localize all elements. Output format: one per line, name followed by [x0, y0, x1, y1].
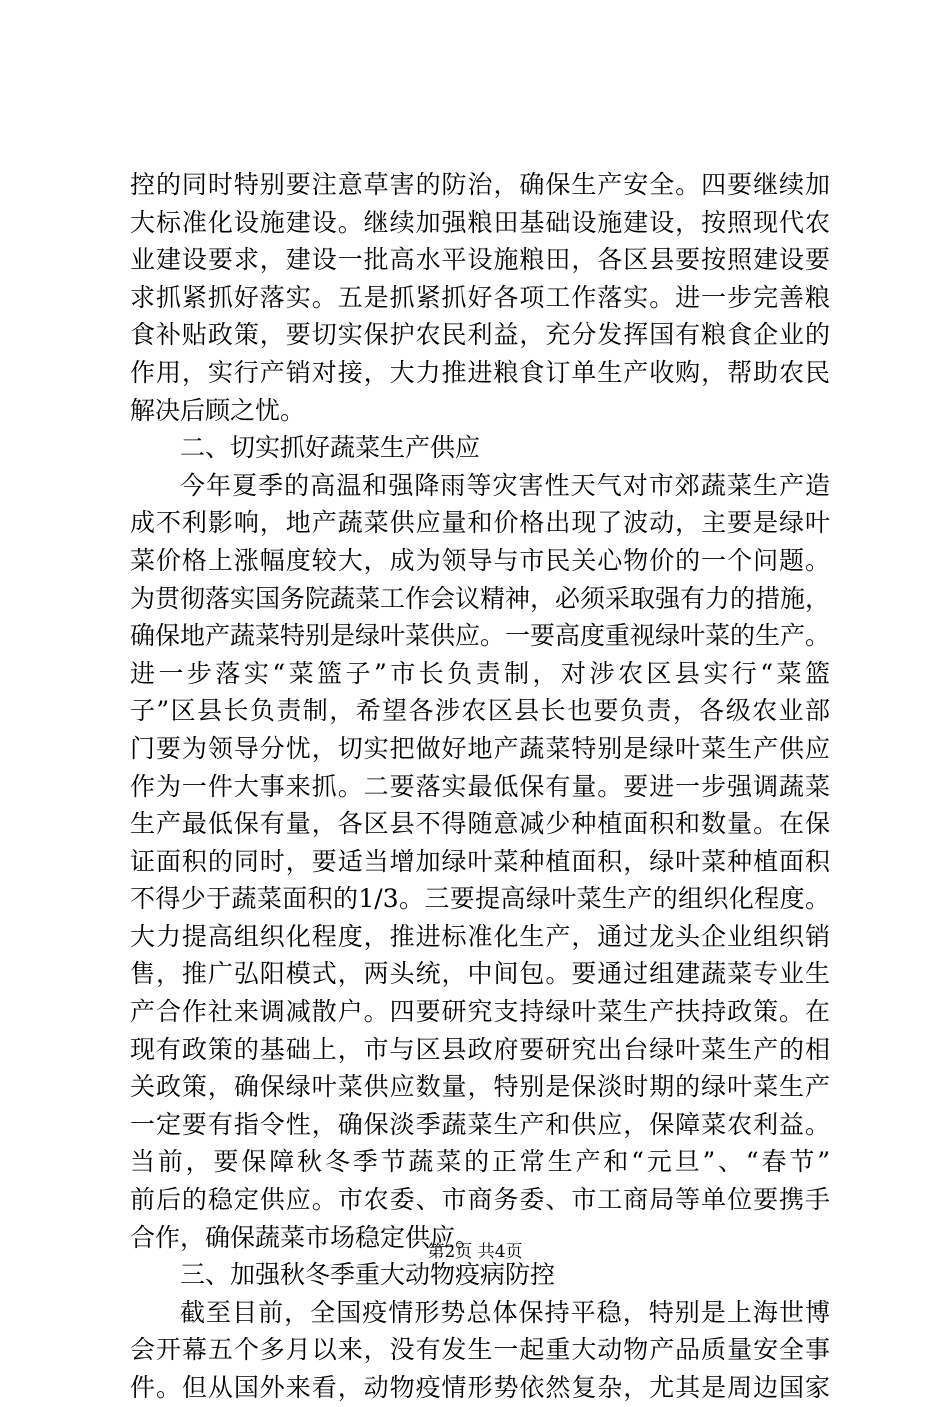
body-line: 为贯彻落实国务院蔬菜工作会议精神，必须采取强有力的措施，: [130, 583, 830, 613]
body-line: 控的同时特别要注意草害的防治，确保生产安全。四要继续加: [130, 170, 830, 199]
section-heading: 三、加强秋冬季重大动物疫病防控: [180, 1260, 556, 1290]
body-line: 大标准化设施建设。继续加强粮田基础设施建设，按照现代农: [130, 207, 830, 237]
body-line: 关政策，确保绿叶菜供应数量，特别是保淡时期的绿叶菜生产: [130, 1072, 830, 1102]
body-line: 求抓紧抓好落实。五是抓紧抓好各项工作落实。进一步完善粮: [130, 282, 830, 312]
body-line: 作为一件大事来抓。二要落实最低保有量。要进一步强调蔬菜: [130, 771, 830, 801]
body-line: 作用，实行产销对接，大力推进粮食订单生产收购，帮助农民: [130, 357, 830, 387]
body-line: 现有政策的基础上，市与区县政府要研究出台绿叶菜生产的相: [130, 1034, 830, 1064]
body-line: 件。但从国外来看，动物疫情形势依然复杂，尤其是周边国家: [130, 1373, 830, 1402]
body-line: 前后的稳定供应。市农委、市商务委、市工商局等单位要携手: [130, 1185, 830, 1215]
body-line: 不得少于蔬菜面积的1/3。三要提高绿叶菜生产的组织化程度。: [130, 884, 830, 914]
body-line: 进一步落实“菜篮子”市长负责制，对涉农区县实行“菜篮: [130, 658, 830, 688]
body-line: 门要为领导分忧，切实把做好地产蔬菜特别是绿叶菜生产供应: [130, 733, 830, 763]
body-line: 大力提高组织化程度，推进标准化生产，通过龙头企业组织销: [130, 921, 830, 951]
body-line: 合作，确保蔬菜市场稳定供应。: [130, 1222, 481, 1252]
body-line: 菜价格上涨幅度较大，成为领导与市民关心物价的一个问题。: [130, 545, 830, 575]
body-line: 一定要有指令性，确保淡季蔬菜生产和供应，保障菜农利益。: [130, 1109, 830, 1139]
body-line: 确保地产蔬菜特别是绿叶菜供应。一要高度重视绿叶菜的生产。: [130, 621, 830, 651]
body-line: 解决后顾之忧。: [130, 395, 306, 425]
body-line: 会开幕五个多月以来，没有发生一起重大动物产品质量安全事: [130, 1335, 830, 1365]
page-number-footer: 第2页 共4页: [427, 1242, 523, 1262]
paragraph-first-line: 今年夏季的高温和强降雨等灾害性天气对市郊蔬菜生产造: [180, 470, 830, 500]
body-line: 产合作社来调减散户。四要研究支持绿叶菜生产扶持政策。在: [130, 997, 830, 1027]
body-line: 食补贴政策，要切实保护农民利益，充分发挥国有粮食企业的: [130, 320, 830, 350]
body-line: 售，推广弘阳模式，两头统，中间包。要通过组建蔬菜专业生: [130, 959, 830, 989]
body-line: 成不利影响，地产蔬菜供应量和价格出现了波动，主要是绿叶: [130, 508, 830, 538]
section-heading: 二、切实抓好蔬菜生产供应: [180, 433, 481, 463]
body-line: 生产最低保有量，各区县不得随意减少种植面积和数量。在保: [130, 809, 830, 839]
paragraph-first-line: 截至目前，全国疫情形势总体保持平稳，特别是上海世博: [180, 1297, 830, 1327]
body-line: 业建设要求，建设一批高水平设施粮田，各区县要按照建设要: [130, 245, 830, 275]
document-body: [130, 166, 830, 1407]
body-line: 证面积的同时，要适当增加绿叶菜种植面积，绿叶菜种植面积: [130, 846, 830, 876]
body-line: 子”区县长负责制，希望各涉农区县长也要负责，各级农业部: [130, 696, 830, 726]
body-line: 当前，要保障秋冬季节蔬菜的正常生产和“元旦”、“春节”: [130, 1147, 830, 1177]
